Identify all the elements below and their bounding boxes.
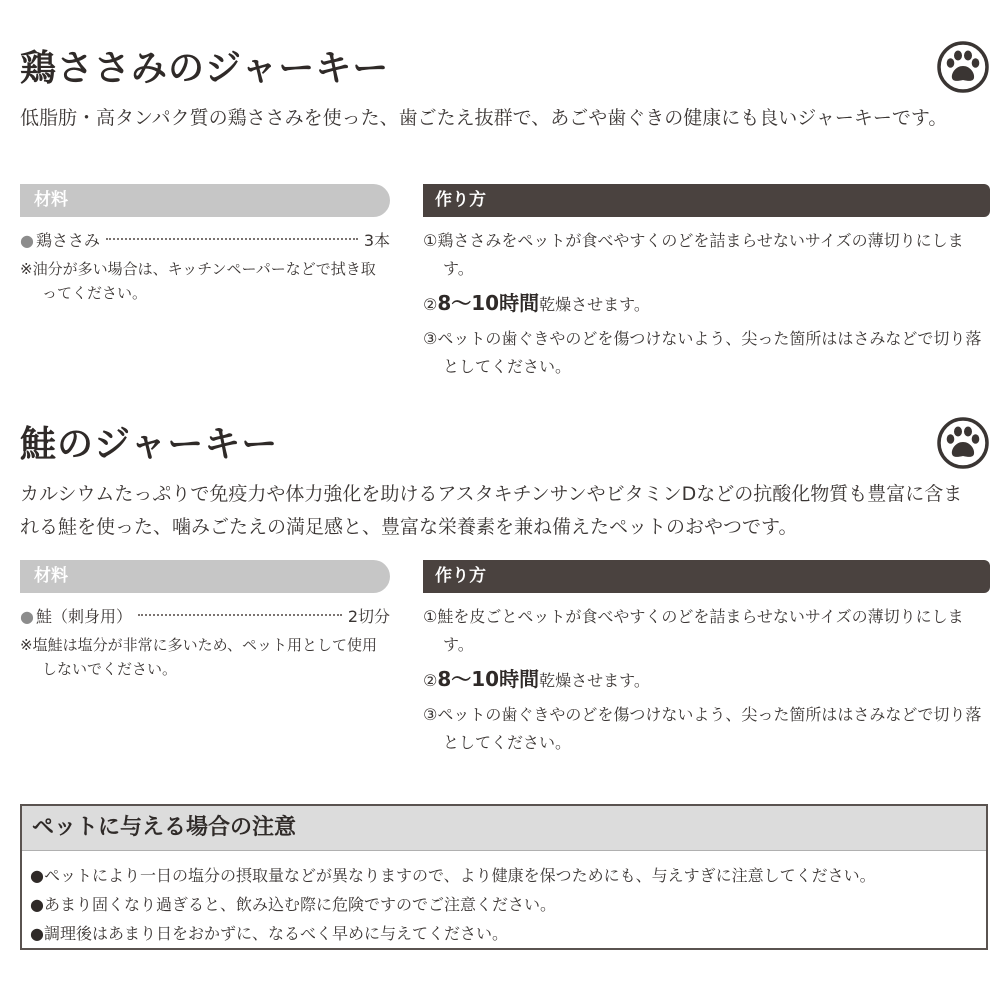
- recipe-section-salmon: [20, 416, 990, 760]
- bullet-icon: ●: [20, 231, 34, 250]
- caution-item: [30, 919, 986, 948]
- dotted-leader: [106, 238, 358, 240]
- recipe-title: 鮭のジャーキー: [20, 423, 279, 465]
- bullet-icon: ●: [30, 924, 44, 943]
- step-2-text: 乾燥させます。: [539, 671, 650, 690]
- bullet-icon: ●: [20, 607, 34, 626]
- materials-column: [20, 184, 390, 305]
- recipe-description: カルシウムたっぷりで免疫力や体力強化を助けるアスタキチンサンやビタミンDなどの抗酸化物質も豊富に含まれる鮭を使った、噛みごたえの満足感と、豊富な栄養素を兼ね備えたペットのおやつです。: [20, 483, 963, 538]
- bullet-icon: ●: [30, 866, 44, 885]
- paw-icon: [936, 416, 990, 470]
- ingredient-amount: 2切分: [347, 607, 390, 626]
- step-2-number: ②: [423, 671, 438, 690]
- step-3: ③ペットの歯ぐきやのどを傷つけないよう、尖った箇所ははさみなどで切り落としてください。: [423, 329, 982, 376]
- step-1: ①鮭を皮ごとペットが食べやすくのどを詰まらせないサイズの薄切りにします。: [423, 607, 964, 654]
- paw-icon: [936, 40, 990, 94]
- caution-box: [20, 804, 988, 950]
- ingredient-row: [20, 605, 390, 629]
- caution-item-text: あまり固くなり過ぎると、飲み込む際に危険ですのでご注意ください。: [43, 895, 556, 914]
- step-1: ①鶏ささみをペットが食べやすくのどを詰まらせないサイズの薄切りにします。: [423, 231, 964, 278]
- bullet-icon: ●: [30, 895, 44, 914]
- materials-header: 材料: [20, 560, 390, 593]
- caution-item: [30, 890, 986, 919]
- recipe-description: 低脂肪・高タンパク質の鶏ささみを使った、歯ごたえ抜群で、あごや歯ぐきの健康にも良いジャーキーです。: [20, 107, 948, 129]
- recipe-columns: [20, 560, 990, 760]
- ingredient-note: ※塩鮭は塩分が非常に多いため、ペット用として使用しないでください。: [20, 636, 377, 678]
- caution-item-text: 調理後はあまり日をおかずに、なるべく早めに与えてください。: [43, 924, 508, 943]
- step-2-emphasis: 8〜10時間: [437, 291, 540, 315]
- steps-list: [423, 227, 990, 381]
- method-header: 作り方: [423, 184, 990, 217]
- ingredient-name: 鶏ささみ: [35, 231, 100, 250]
- recipe-section-chicken: [20, 40, 990, 384]
- dotted-leader: [138, 614, 342, 616]
- recipe-columns: [20, 184, 990, 384]
- step-2-emphasis: 8〜10時間: [437, 667, 540, 691]
- caution-item-text: ペットにより一日の塩分の摂取量などが異なりますので、より健康を保つためにも、与えすぎに注意してください。: [43, 866, 876, 885]
- ingredient-amount: 3本: [363, 231, 390, 250]
- method-column: [423, 560, 990, 763]
- step-2: [423, 289, 990, 319]
- step-2-number: ②: [423, 295, 438, 314]
- ingredient-row: [20, 229, 390, 253]
- caution-list: [22, 851, 986, 948]
- method-column: [423, 184, 990, 387]
- step-2-text: 乾燥させます。: [539, 295, 650, 314]
- method-header: 作り方: [423, 560, 990, 593]
- materials-header: 材料: [20, 184, 390, 217]
- caution-title: ペットに与える場合の注意: [22, 806, 986, 851]
- step-2: [423, 665, 990, 695]
- caution-item: [30, 861, 986, 890]
- steps-list: [423, 603, 990, 757]
- ingredient-name: 鮭（刺身用）: [35, 607, 132, 626]
- ingredient-note: ※油分が多い場合は、キッチンペーパーなどで拭き取ってください。: [20, 260, 376, 302]
- recipe-title: 鶏ささみのジャーキー: [20, 47, 390, 89]
- materials-column: [20, 560, 390, 681]
- step-3: ③ペットの歯ぐきやのどを傷つけないよう、尖った箇所ははさみなどで切り落としてください。: [423, 705, 982, 752]
